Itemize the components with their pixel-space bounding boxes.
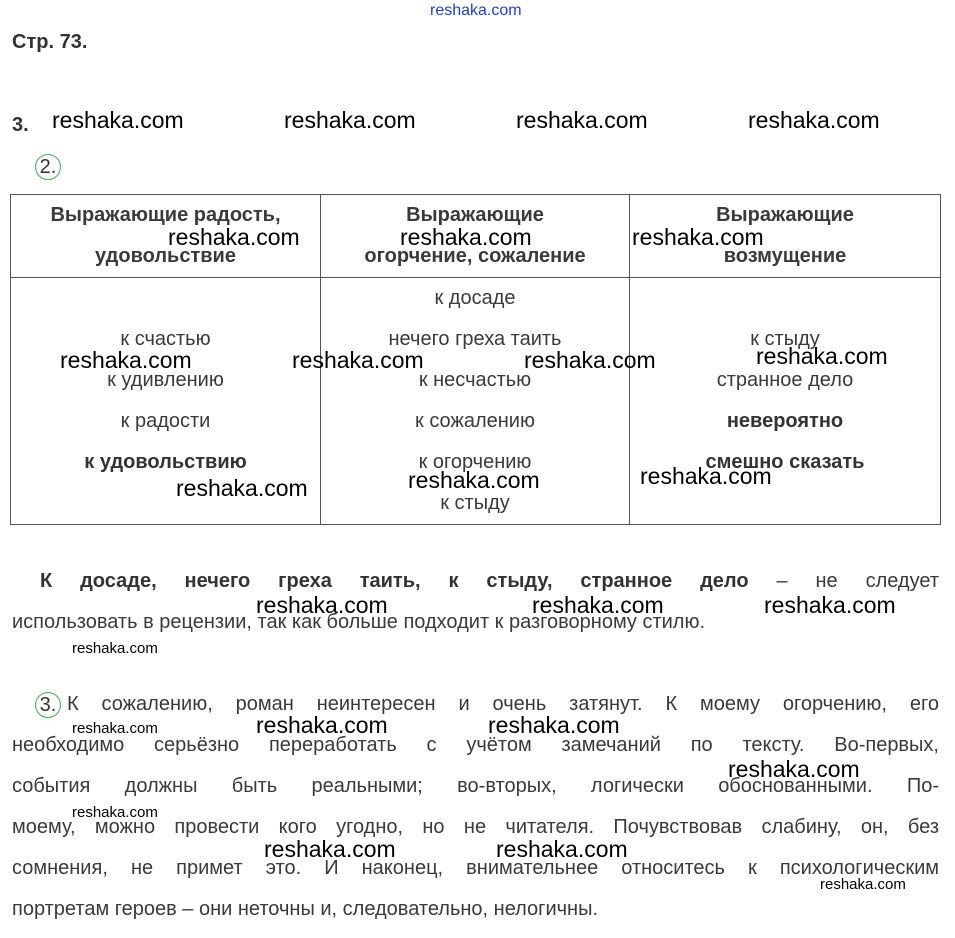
watermark: reshaka.com <box>256 592 388 618</box>
watermark: reshaka.com <box>764 592 896 618</box>
watermark: reshaka.com <box>632 224 764 250</box>
subtask-2-marker: 2. <box>35 154 61 180</box>
watermark: reshaka.com <box>748 107 880 133</box>
header-line: огорчение, сожаление <box>364 245 586 267</box>
watermark: reshaka.com <box>728 756 860 782</box>
list-item: к стыду <box>440 492 510 514</box>
text-fragment: – не следует <box>748 570 939 592</box>
watermark: reshaka.com <box>52 107 184 133</box>
list-item: к несчастью <box>418 369 532 391</box>
list-item: смешно сказать <box>705 451 865 473</box>
watermark: reshaka.com <box>516 107 648 133</box>
watermark: reshaka.com <box>256 712 388 738</box>
watermark: reshaka.com <box>524 347 656 373</box>
header-line: удовольствие <box>95 245 236 267</box>
watermark-small: reshaka.com <box>820 876 906 893</box>
header-line: возмущение <box>723 245 847 267</box>
bold-phrases: К досаде, нечего греха таить, к стыду, странное дело <box>40 570 749 592</box>
list-item: к огорчению <box>418 451 532 473</box>
watermark: reshaka.com <box>168 224 300 250</box>
list-item: невероятно <box>726 410 844 432</box>
text-line: необходимо серьёзно переработать с учётом замечаний по тексту. Во-первых, <box>12 734 939 756</box>
text-line: портретам героев – они неточны и, следовательно, нелогичны. <box>12 898 599 920</box>
watermark-small: reshaka.com <box>72 804 158 821</box>
watermark: reshaka.com <box>292 347 424 373</box>
header-line: Выражающие радость, <box>50 204 281 226</box>
watermark: reshaka.com <box>496 836 628 862</box>
subtask-3-marker: 3. <box>35 692 61 718</box>
list-item: к стыду <box>750 328 820 350</box>
text-line: сомнения, не примет это. И наконец, внимательнее относитесь к психологическим <box>12 857 939 879</box>
watermark: reshaka.com <box>264 836 396 862</box>
text-line: использовать в рецензии, так как больше подходит к разговорному стилю. <box>12 611 706 633</box>
list-item: странное дело <box>716 369 854 391</box>
text-line: моему, можно провести кого угодно, но не читателя. Почувствовав слабину, он, без <box>12 816 939 838</box>
watermark-small: reshaka.com <box>72 720 158 737</box>
watermark: reshaka.com <box>532 592 664 618</box>
watermark: reshaka.com <box>400 224 532 250</box>
watermark: reshaka.com <box>284 107 416 133</box>
page-reference: Стр. 73. <box>12 31 88 53</box>
watermark-top: reshaka.com <box>430 2 522 19</box>
text-line: события должны быть реальными; во-вторых, логически обоснованными. По- <box>12 775 939 797</box>
header-line: Выражающие <box>716 204 854 226</box>
task-number: 3. <box>12 114 29 136</box>
list-item: к счастью <box>120 328 211 350</box>
list-item: к досаде <box>434 287 516 309</box>
watermark: reshaka.com <box>176 475 308 501</box>
list-item: к удивлению <box>107 369 224 391</box>
watermark: reshaka.com <box>488 712 620 738</box>
text-line: К сожалению, роман неинтересен и очень затянут. К моему огорчению, его <box>67 693 939 715</box>
watermark-small: reshaka.com <box>72 640 158 657</box>
list-item: к сожалению <box>415 410 535 432</box>
watermark: reshaka.com <box>408 467 540 493</box>
list-item: к радости <box>120 410 211 432</box>
watermark: reshaka.com <box>756 343 888 369</box>
list-item: нечего греха таить <box>388 328 562 350</box>
watermark: reshaka.com <box>640 463 772 489</box>
list-item: к удовольствию <box>84 451 247 473</box>
header-line: Выражающие <box>406 204 544 226</box>
watermark: reshaka.com <box>60 347 192 373</box>
